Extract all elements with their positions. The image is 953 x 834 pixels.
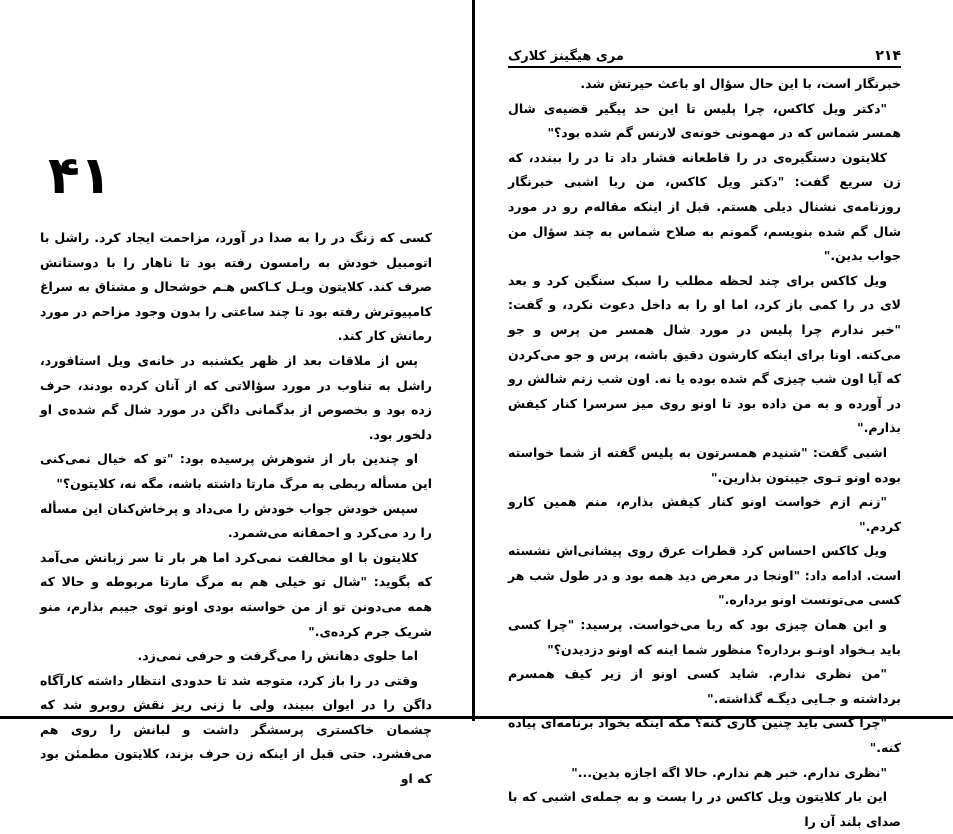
paragraph: ویل کاکس احساس کرد قطرات عرق روی پیشانی‌اش نشسته است. ادامه داد: "اونجا در معرض دید همه بود و در طول شب هر کسی می‌تونست اونو برداره." xyxy=(508,543,901,608)
paragraph: ویل کاکس برای چند لحظه مطلب را سبک سنگین کرد و بعد لای در را کمی باز کرد، اما او را به داخل دعوت نکرد، و گفت: "خبر ندارم چرا پلیس در مورد شال همسر من پرس و جو می‌کنه. اونا برای اینکه کارشون دقیق باشه، پرس و جو می‌کردن که آیا اون شب چیزی گم شده بوده یا نه. اون شب زنم شالش رو در آورده و به من داده بود تا اونو روی میز سرسرا کنار کیفش بذارم." xyxy=(508,272,901,436)
chapter-number: ۴۱ xyxy=(48,146,112,206)
paragraph: "زنم ازم خواست اونو کنار کیفش بذارم، منم همین کارو کردم." xyxy=(508,494,901,534)
book-spine xyxy=(472,0,475,721)
paragraph: این بار کلایتون ویل کاکس در را بست و به جمله‌ی اشبی که با صدای بلند آن را xyxy=(508,789,901,829)
paragraph: "دکتر ویل کاکس، چرا پلیس تا این حد پیگیر قضیه‌ی شال همسر شماس که در مهمونی خونه‌ی لارنس گم شده بود؟" xyxy=(508,100,901,141)
left-page-text xyxy=(40,226,432,792)
paragraph: کسی که زنگ در را به صدا در آورد، مزاحمت ایجاد کرد. راشل با اتومبیل خودش به رامسون رفته بود تا ناهار را با دوستانش صرف کند. کلایتون ویـل کـاکس هـم خوشحال و مشتاق به سراغ کامپیوترش رفته بود تا چند ساعتی را بدون وجود مزاحم در مورد رمانش کار کند. xyxy=(40,230,432,344)
author-name: مری هیگینز کلارک xyxy=(508,49,624,64)
page-number: ۲۱۴ xyxy=(875,48,901,64)
right-page-text xyxy=(508,72,901,834)
paragraph: سپس خودش جواب خودش را می‌داد و پرخاش‌کنان این مسأله را رد می‌کرد و احمقانه می‌شمرد. xyxy=(40,500,432,541)
paragraph: "من نظری ندارم. شاید کسی اونو از زیر کیف همسرم برداشته و جـایی دیگـه گذاشته." xyxy=(508,666,901,706)
paragraph: "چرا کسی باید چنین کاری کنه؟ مگه اینکه بخواد برنامه‌ای پیاده کنه." xyxy=(508,715,901,756)
paragraph: اما جلوی دهانش را می‌گرفت و حرفی نمی‌زد. xyxy=(137,648,418,664)
paragraph: خبرنگار است، با این حال سؤال او باعث حیرتش شد. xyxy=(580,76,901,91)
running-head xyxy=(508,44,901,68)
paragraph: اشبی گفت: "شنیدم همسرتون به پلیس گفته از شما خواسته بوده اونو تـوی جیبتون بذارین." xyxy=(508,444,901,485)
paragraph: کلایتون دستگیره‌ی در را قاطعانه فشار داد تا در را ببندد، که زن سریع گفت: "دکتر ویل کاکس، من ربا اشبی خبرنگار روزنامه‌ی نشنال دیلی هستم. قبل از اینکه مقاله‌م رو در مورد شال گم شده بنویسم، گمونم به صلاح شماس به چند سؤال من جواب بدین." xyxy=(508,149,901,264)
paragraph: پس از ملاقات بعد از ظهر یکشنبه در خانه‌ی ویل استافورد، راشل به تناوب در مورد سؤالاتی که از آنان کرده بودند، حرف زده بود و بخصوص از بدگمانی داگن در مورد شال گم شده‌ی او دلخور بود. xyxy=(40,352,432,442)
paragraph: و این همان چیزی بود که ربا می‌خواست. پرسید: "چرا کسی باید بـخواد اونـو برداره؟ منظور شما اینه که اونو دزدیدن؟" xyxy=(508,617,901,657)
paragraph: کلایتون با او مخالفت نمی‌کرد اما هر بار تا سر زبانش می‌آمد که بگوید: "شال تو خیلی هم به مرگ مارتا مربوطه و حالا که همه می‌دونن تو از من خواسته بودی اونو توی جیبم بذارم، منو شریک جرم کرده‌ی." xyxy=(40,549,432,639)
paragraph: "نظری ندارم. خبر هم ندارم. حالا اگه اجازه بدین..." xyxy=(571,764,887,780)
right-page xyxy=(508,0,901,829)
paragraph: وقتی در را باز کرد، متوجه شد تا حدودی انتظار داشته کارآگاه داگن را در ایوان ببیند، ولی با زنی ریز نقش روبرو شد که چشمان خاکستری پرسشگر داشت و لبانش را روی هم می‌فشرد. حتی قبل از اینکه زن حرف بزند، کلایتون مطمئن بود که او xyxy=(40,672,432,787)
paragraph: او چندین بار از شوهرش پرسیده بود: "تو که خیال نمی‌کنی این مسأله ربطی به مرگ مارتا داشته باشه، مگه نه، کلایتون؟" xyxy=(40,451,432,491)
left-page xyxy=(40,0,432,787)
